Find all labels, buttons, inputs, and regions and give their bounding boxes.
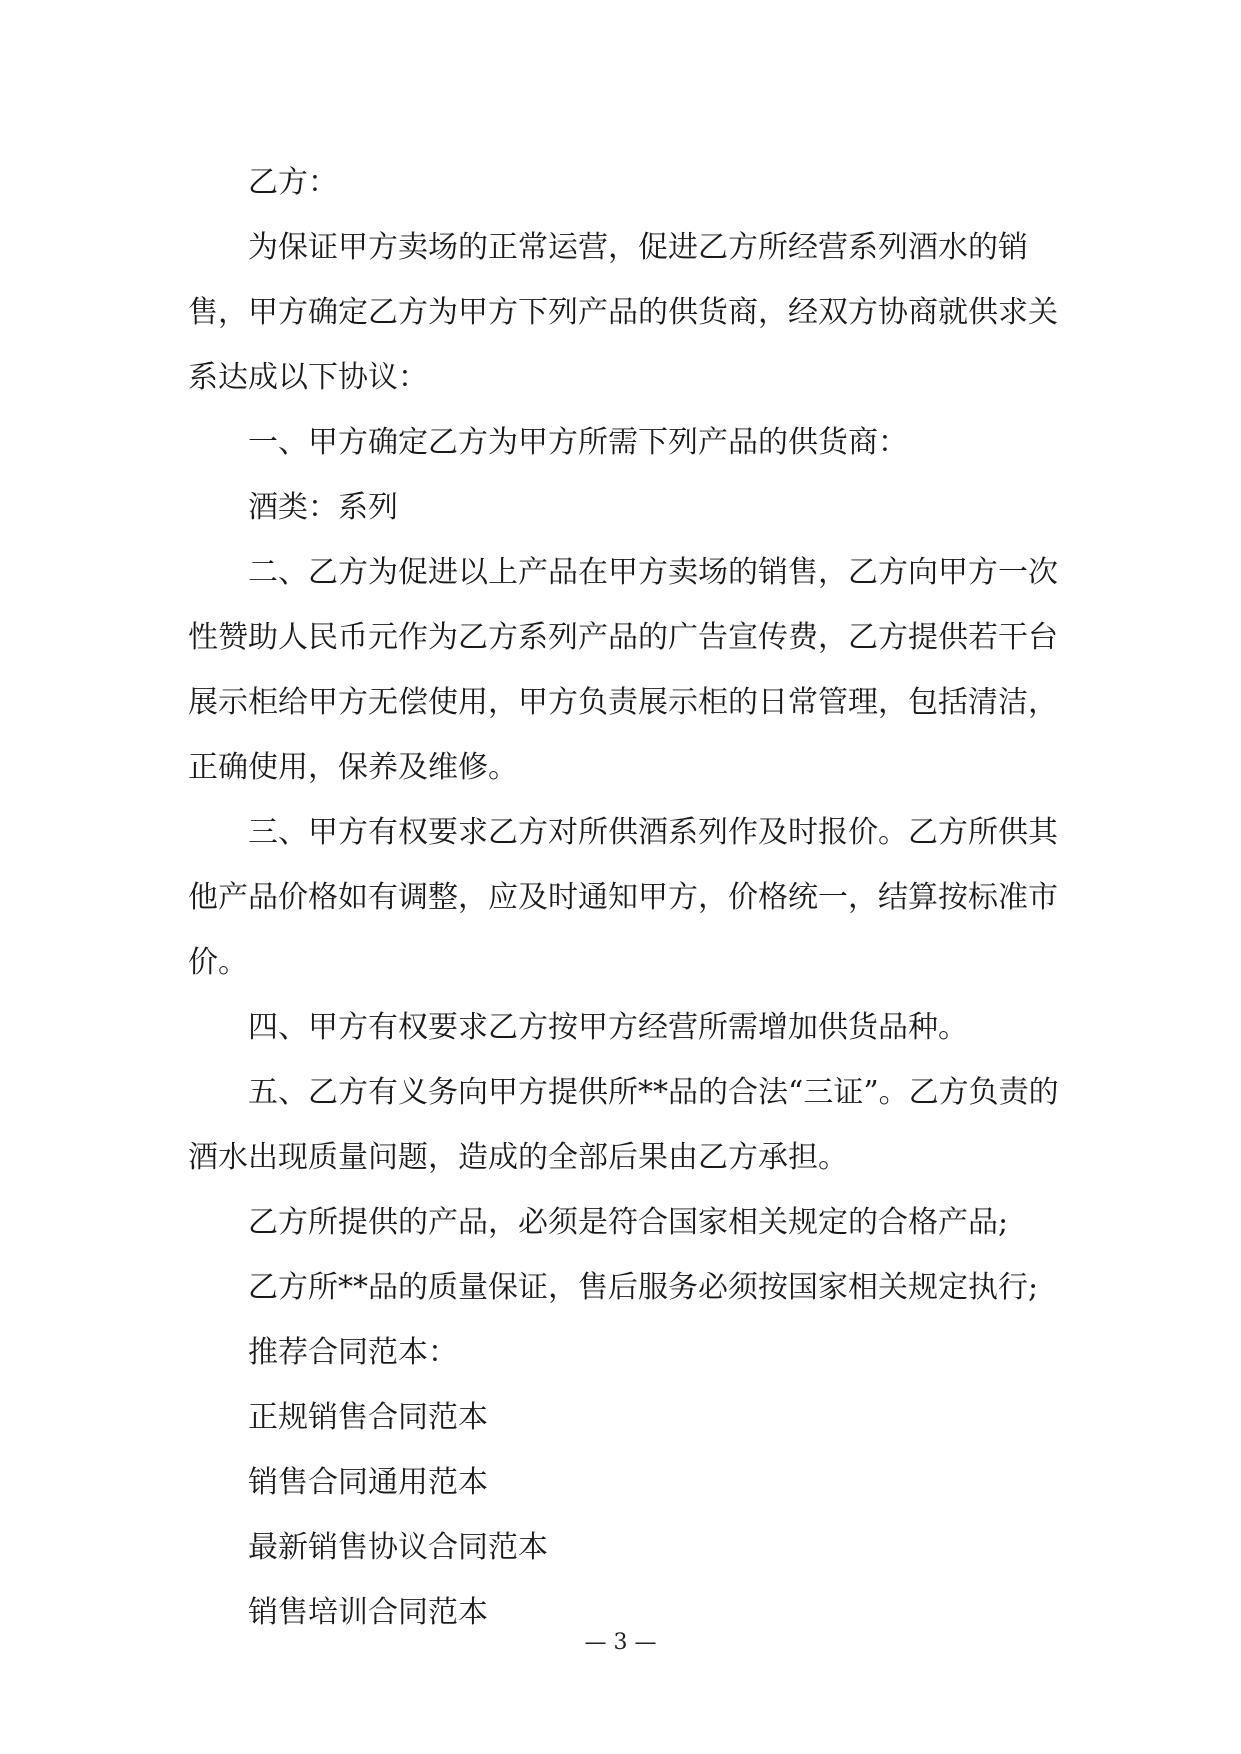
template-link-3: 最新销售协议合同范本 bbox=[248, 1530, 548, 1565]
template-link-2: 销售合同通用范本 bbox=[248, 1465, 488, 1500]
template-link-1: 正规销售合同范本 bbox=[248, 1400, 488, 1435]
clause-1: 一、甲方确定乙方为甲方所需下列产品的供货商： bbox=[248, 425, 908, 460]
warranty-line: 乙方所**品的质量保证，售后服务必须按国家相关规定执行; bbox=[248, 1270, 1039, 1305]
party-b-line: 乙方： bbox=[248, 165, 338, 200]
clause-5: 五、乙方有义务向甲方提供所**品的合法“三证”。乙方负责的酒水出现质量问题，造成的全部后果由乙方承担。 bbox=[188, 1075, 1059, 1175]
quality-requirement-line: 乙方所提供的产品，必须是符合国家相关规定的合格产品; bbox=[248, 1205, 1009, 1240]
recommended-templates-heading: 推荐合同范本： bbox=[248, 1335, 458, 1370]
clause-2: 二、乙方为促进以上产品在甲方卖场的销售，乙方向甲方一次性赞助人民币元作为乙方系列产品的广告宣传费，乙方提供若干台展示柜给甲方无偿使用，甲方负责展示柜的日常管理，包括清洁，正确使用，保养及维修。 bbox=[188, 555, 1058, 785]
clause-4: 四、甲方有权要求乙方按甲方经营所需增加供货品种。 bbox=[248, 1010, 968, 1045]
template-link-4: 销售培训合同范本 bbox=[248, 1595, 488, 1630]
page-number: — 3 — bbox=[584, 1630, 657, 1655]
clause-3: 三、甲方有权要求乙方对所供酒系列作及时报价。乙方所供其他产品价格如有调整，应及时通知甲方，价格统一，结算按标准市价。 bbox=[188, 815, 1058, 980]
document-body bbox=[188, 150, 1068, 1645]
liquor-category-line: 酒类：系列 bbox=[248, 490, 398, 525]
preamble-paragraph: 为保证甲方卖场的正常运营，促进乙方所经营系列酒水的销售，甲方确定乙方为甲方下列产品的供货商，经双方协商就供求关系达成以下协议： bbox=[188, 230, 1058, 395]
